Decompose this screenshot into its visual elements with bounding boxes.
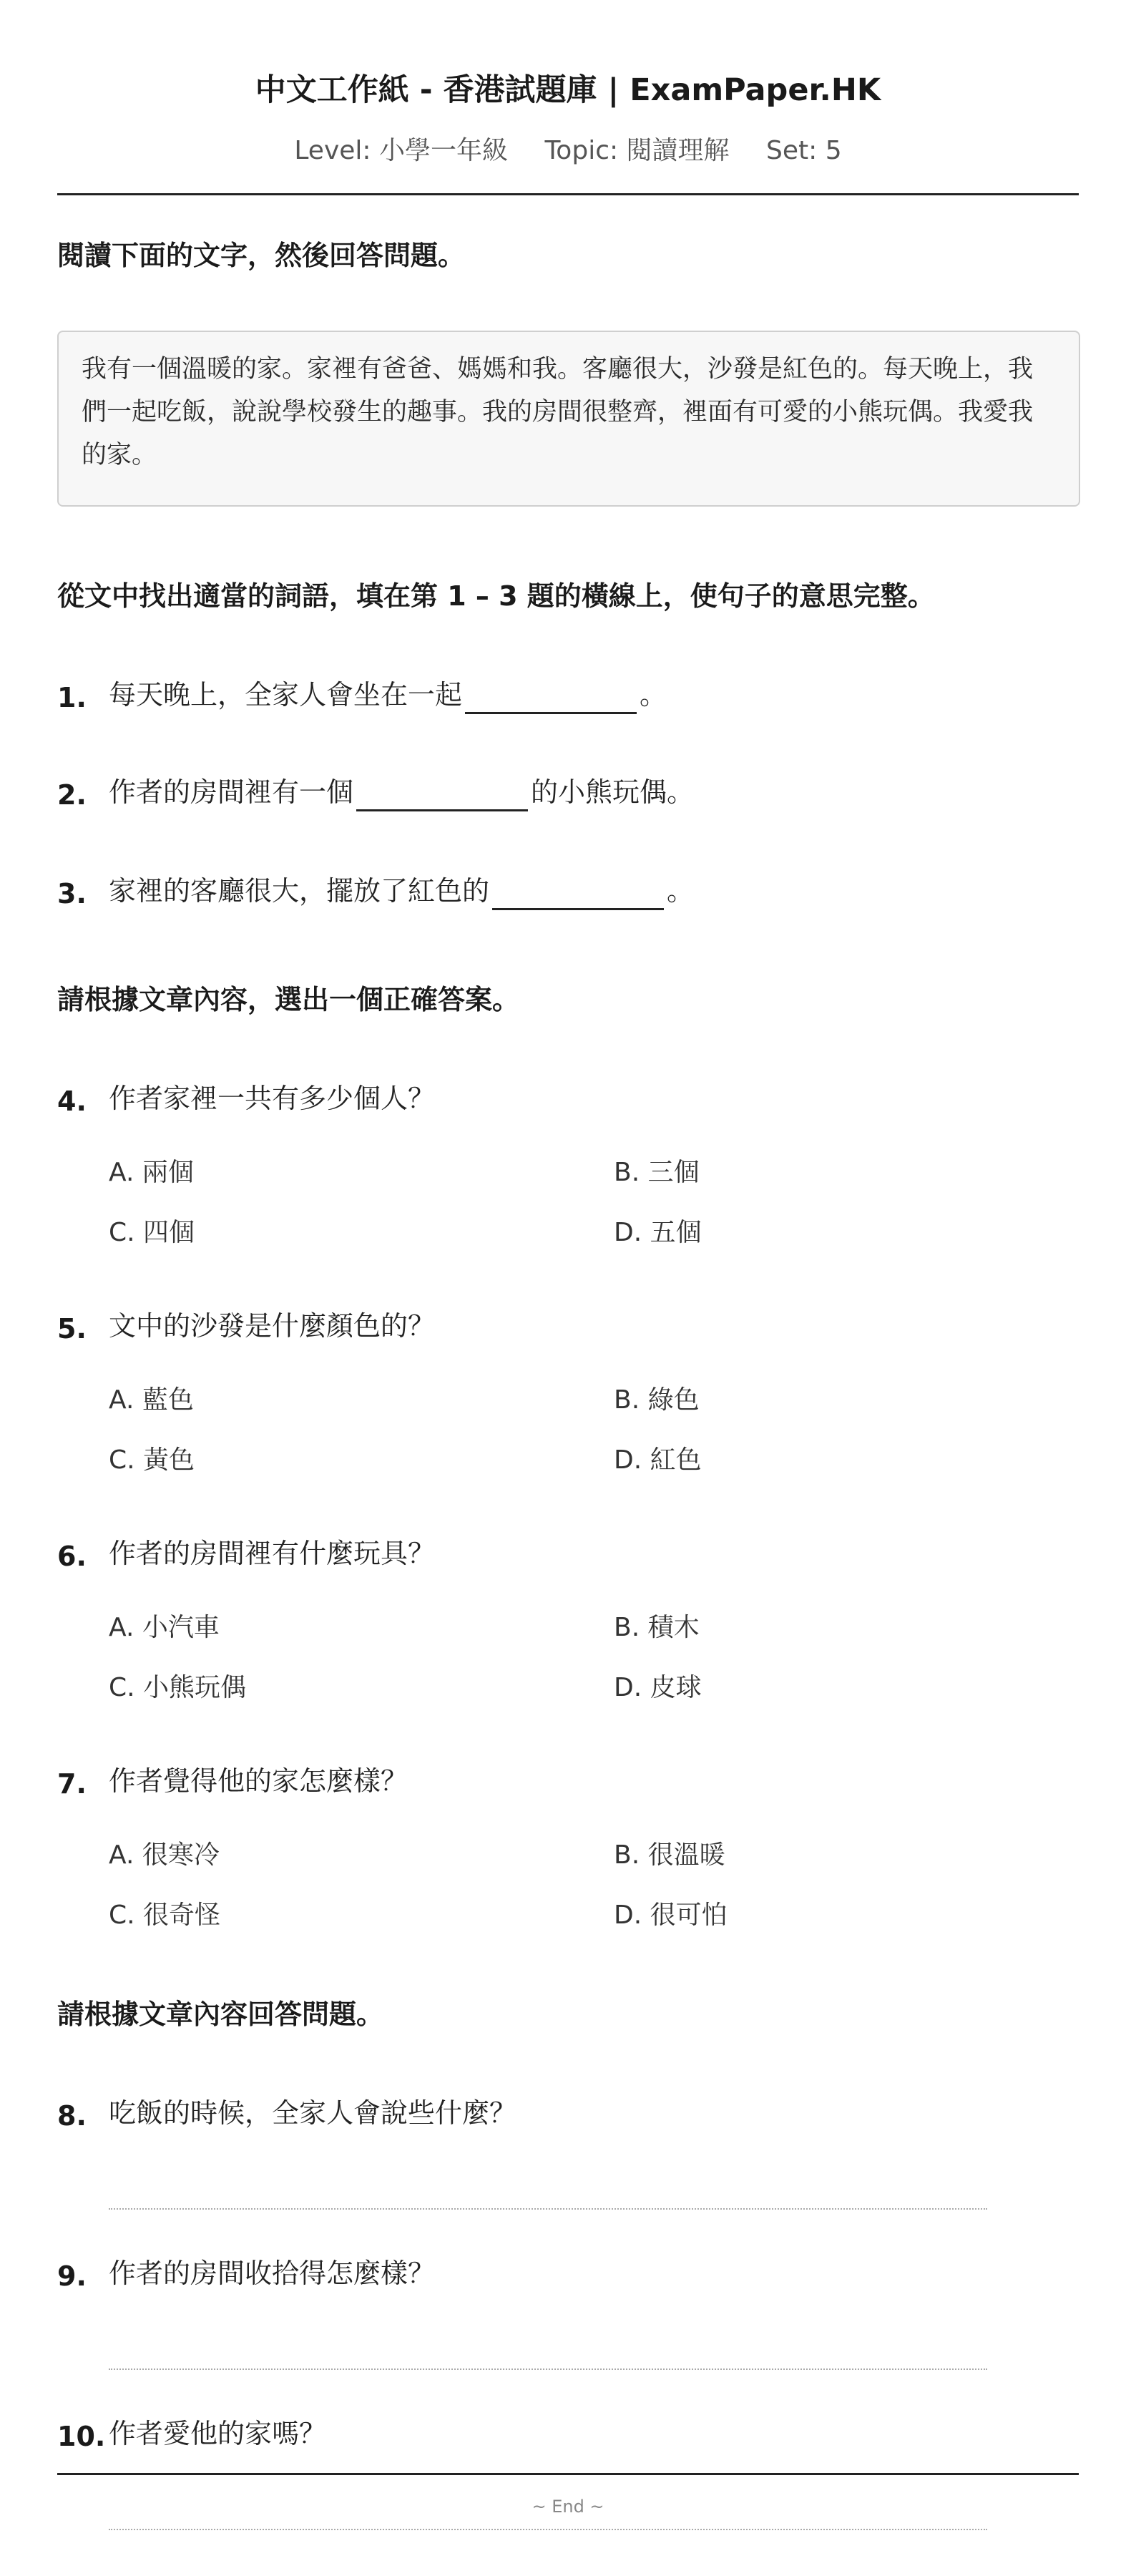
- option-d[interactable]: D. 五個: [614, 1218, 702, 1247]
- answer-blank[interactable]: [465, 682, 637, 714]
- section3-instruction: 請根據文章內容，選出一個正確答案。: [57, 984, 520, 1015]
- option-a[interactable]: A. 藍色: [109, 1385, 194, 1415]
- reading-passage: 我有一個溫暖的家。家裡有爸爸、媽媽和我。客廳很大，沙發是紅色的。每天晚上，我們一起吃飯，說說學校發生的趣事。我的房間很整齊，裡面有可愛的小熊玩偶。我愛我的家。: [57, 331, 1080, 507]
- meta-line: [57, 133, 1079, 169]
- question-number: 3.: [57, 878, 87, 909]
- page-title: 中文工作紙 - 香港試題庫 | ExamPaper.HK: [255, 72, 881, 108]
- question-text-end: 。: [667, 875, 695, 907]
- footer-divider: [57, 2473, 1079, 2475]
- fill-question-1: [109, 675, 667, 714]
- level-label: Level: 小學一年級: [294, 136, 508, 165]
- question-number: 10.: [57, 2421, 106, 2452]
- mc-question-4: 作者家裡一共有多少個人？: [109, 1083, 436, 1114]
- open-question-9: 作者的房間收拾得怎麼樣？: [109, 2258, 436, 2289]
- mc-question-5: 文中的沙發是什麼顏色的？: [109, 1310, 436, 1342]
- open-question-10: 作者愛他的家嗎？: [109, 2418, 327, 2449]
- option-a[interactable]: A. 兩個: [109, 1158, 194, 1187]
- answer-line[interactable]: [109, 2368, 987, 2370]
- set-label: Set: 5: [766, 136, 842, 165]
- topic-label: Topic: 閱讀理解: [544, 136, 730, 165]
- option-b[interactable]: B. 積木: [614, 1613, 700, 1642]
- question-text: 家裡的客廳很大，擺放了紅色的: [109, 875, 490, 907]
- question-text-end: 。: [640, 679, 667, 711]
- option-d[interactable]: D. 皮球: [614, 1673, 702, 1702]
- answer-blank[interactable]: [356, 779, 528, 811]
- question-number: 7.: [57, 1768, 87, 1800]
- question-text: 作者的房間裡有一個: [109, 776, 354, 808]
- mc-question-7: 作者覺得他的家怎麼樣？: [109, 1765, 408, 1797]
- option-b[interactable]: B. 很溫暖: [614, 1840, 725, 1870]
- option-d[interactable]: D. 紅色: [614, 1445, 702, 1475]
- section4-instruction: 請根據文章內容回答問題。: [57, 1999, 384, 2030]
- open-question-8: 吃飯的時候，全家人會說些什麼？: [109, 2097, 517, 2129]
- option-c[interactable]: C. 黃色: [109, 1445, 195, 1475]
- answer-blank[interactable]: [492, 878, 664, 910]
- option-d[interactable]: D. 很可怕: [614, 1901, 728, 1930]
- section1-instruction: 閱讀下面的文字，然後回答問題。: [57, 240, 466, 271]
- question-number: 6.: [57, 1541, 87, 1572]
- fill-question-2: [109, 773, 694, 811]
- option-c[interactable]: C. 小熊玩偶: [109, 1673, 247, 1702]
- option-c[interactable]: C. 四個: [109, 1218, 195, 1247]
- answer-line[interactable]: [109, 2208, 987, 2210]
- section2-instruction: 從文中找出適當的詞語，填在第 1 – 3 題的橫線上，使句子的意思完整。: [57, 580, 935, 612]
- mc-question-6: 作者的房間裡有什麼玩具？: [109, 1538, 436, 1569]
- question-number: 9.: [57, 2260, 87, 2292]
- question-number: 8.: [57, 2100, 87, 2132]
- question-number: 5.: [57, 1313, 87, 1345]
- answer-line[interactable]: [109, 2529, 987, 2530]
- option-c[interactable]: C. 很奇怪: [109, 1901, 221, 1930]
- end-marker: ~ End ~: [532, 2497, 604, 2517]
- header: [57, 0, 1079, 195]
- question-number: 2.: [57, 779, 87, 811]
- question-text: 每天晚上，全家人會坐在一起: [109, 679, 463, 711]
- question-number: 4.: [57, 1085, 87, 1117]
- option-a[interactable]: A. 小汽車: [109, 1613, 220, 1642]
- fill-question-3: [109, 872, 694, 910]
- option-b[interactable]: B. 三個: [614, 1158, 700, 1187]
- question-number: 1.: [57, 682, 87, 713]
- option-a[interactable]: A. 很寒冷: [109, 1840, 220, 1870]
- option-b[interactable]: B. 綠色: [614, 1385, 700, 1415]
- question-text-end: 的小熊玩偶。: [531, 776, 695, 808]
